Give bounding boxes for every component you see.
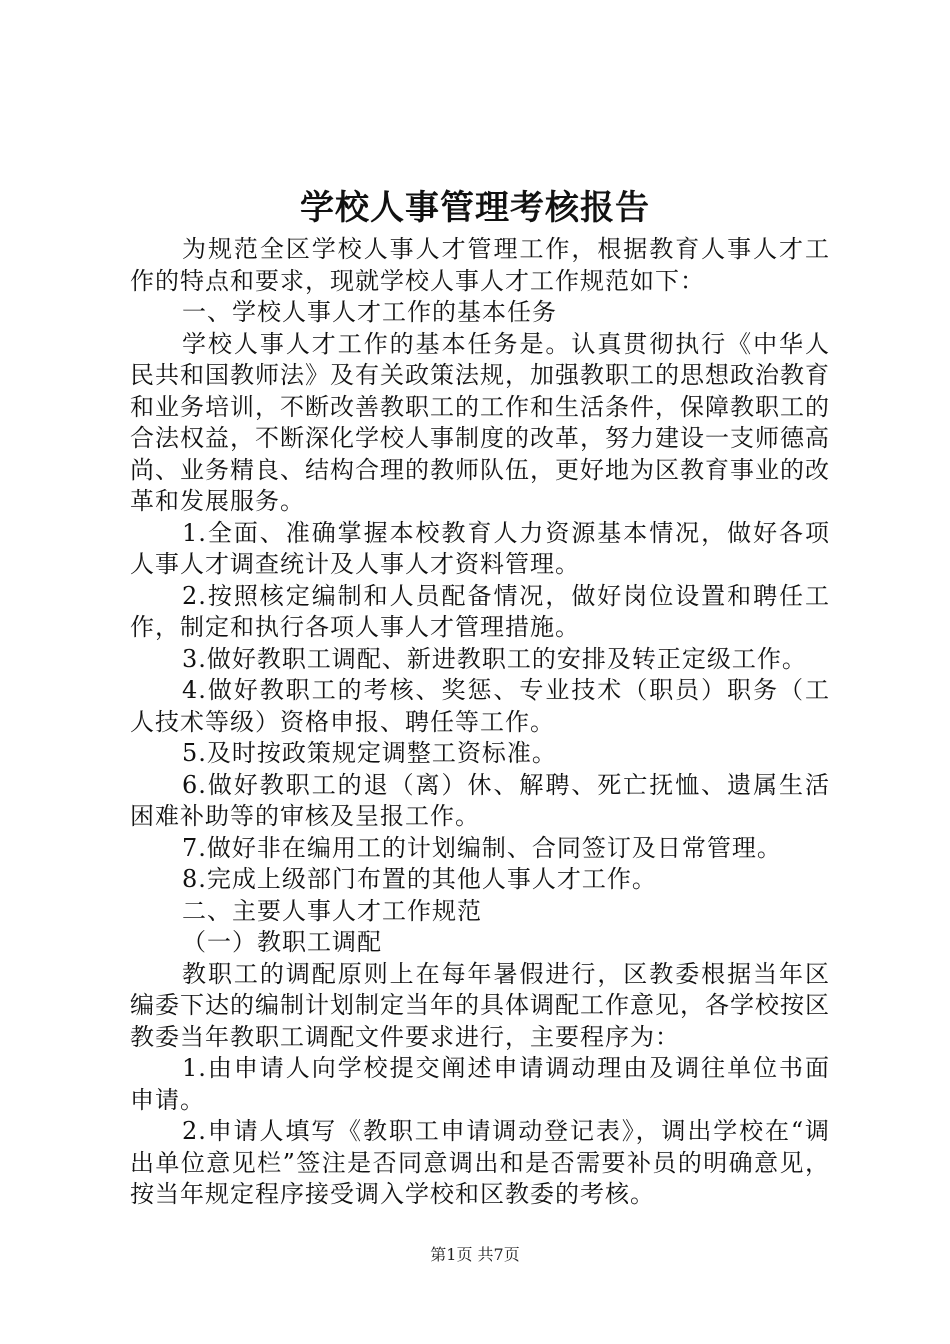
task-item-3: 3.做好教职工调配、新进教职工的安排及转正定级工作。 [182,644,807,673]
transfer-paragraph: 教职工的调配原则上在每年暑假进行，区教委根据当年区编委下达的编制计划制定当年的具体调配工作意见，各学校按区教委当年教职工调配文件要求进行，主要程序为： [130,959,830,1051]
basic-tasks-paragraph: 学校人事人才工作的基本任务是。认真贯彻执行《中华人民共和国教师法》及有关政策法规，加强教职工的思想政治教育和业务培训，不断改善教职工的工作和生活条件，保障教职工的合法权益，不断深化学校人事制度的改革，努力建设一支师德高尚、业务精良、结构合理的教师队伍，更好地为区教育事业的改革和发展服务。 [130,329,830,515]
procedure-item-1: 1.由申请人向学校提交阐述申请调动理由及调往单位书面申请。 [130,1054,830,1114]
intro-paragraph: 为规范全区学校人事人才管理工作，根据教育人事人才工作的特点和要求，现就学校人事人才工作规范如下： [130,235,830,295]
subsection-heading-1: （一）教职工调配 [182,928,382,956]
task-item-6: 6.做好教职工的退（离）休、解聘、死亡抚恤、遗属生活困难补助等的审核及呈报工作。 [130,770,830,830]
procedure-item-2: 2.申请人填写《教职工申请调动登记表》，调出学校在“调出单位意见栏”签注是否同意调出和是否需要补员的明确意见，按当年规定程序接受调入学校和区教委的考核。 [130,1117,830,1208]
section-heading-2: 二、主要人事人才工作规范 [182,896,482,925]
page-footer: 第1页 共7页 [430,1245,520,1264]
task-item-7: 7.做好非在编用工的计划编制、合同签订及日常管理。 [182,833,782,862]
task-item-2: 2.按照核定编制和人员配备情况，做好岗位设置和聘任工作，制定和执行各项人事人才管理措施。 [130,581,830,641]
task-item-8: 8.完成上级部门布置的其他人事人才工作。 [182,865,657,893]
section-heading-1: 一、学校人事人才工作的基本任务 [182,298,557,326]
task-item-1: 1.全面、准确掌握本校教育人力资源基本情况，做好各项人事人才调查统计及人事人才资料管理。 [130,518,830,578]
task-item-4: 4.做好教职工的考核、奖惩、专业技术（职员）职务（工人技术等级）资格申报、聘任等工作。 [130,676,830,736]
task-item-5: 5.及时按政策规定调整工资标准。 [182,739,557,767]
document-title: 学校人事管理考核报告 [300,188,650,228]
document-body [130,234,830,1211]
